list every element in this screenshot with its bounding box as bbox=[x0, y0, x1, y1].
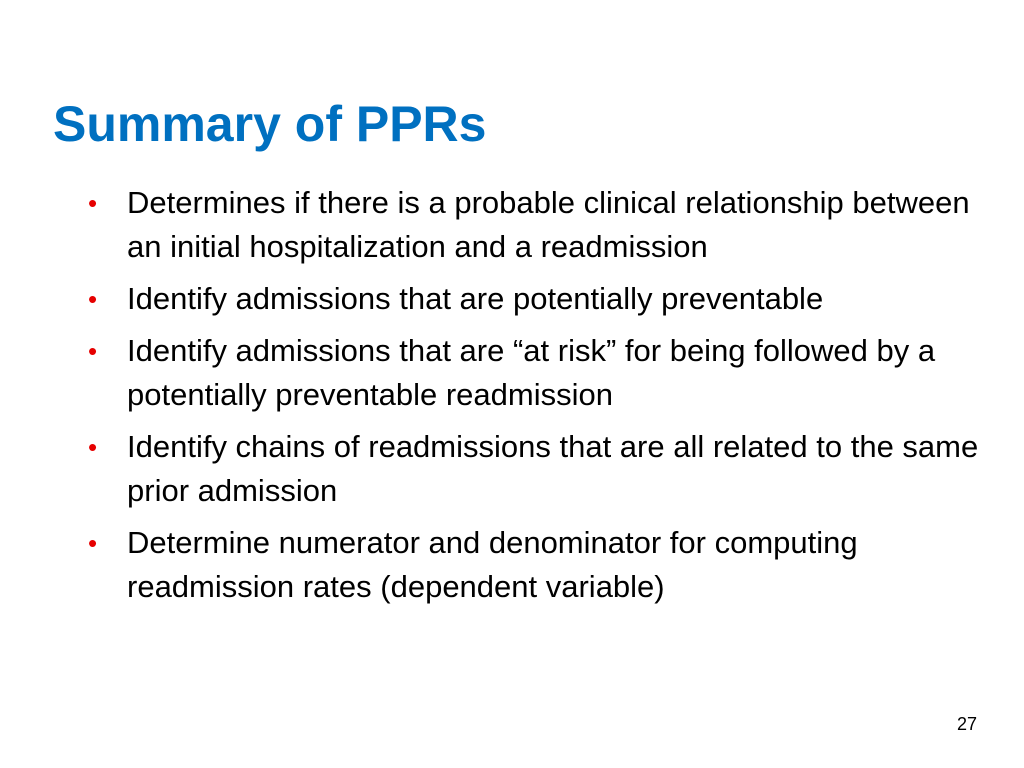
bullet-marker: • bbox=[88, 188, 98, 218]
bullet-list bbox=[88, 181, 988, 617]
bullet-item bbox=[88, 181, 988, 269]
bullet-item bbox=[88, 521, 988, 609]
page-number: 27 bbox=[956, 714, 977, 734]
bullet-item bbox=[88, 425, 988, 513]
bullet-item bbox=[88, 277, 988, 321]
bullet-text: Identify admissions that are “at risk” for being followed by a potentially preventable readmission bbox=[127, 333, 936, 412]
bullet-marker: • bbox=[88, 336, 98, 366]
bullet-marker: • bbox=[88, 284, 98, 314]
bullet-item bbox=[88, 329, 988, 417]
bullet-text: Identify admissions that are potentially preventable bbox=[127, 281, 824, 316]
bullet-text: Determine numerator and denominator for computing readmission rates (dependent variable) bbox=[127, 525, 858, 604]
bullet-marker: • bbox=[88, 528, 98, 558]
bullet-text: Identify chains of readmissions that are all related to the same prior admission bbox=[127, 429, 979, 508]
bullet-marker: • bbox=[88, 432, 98, 462]
bullet-text: Determines if there is a probable clinical relationship between an initial hospitalization and a readmission bbox=[127, 185, 970, 264]
slide-title: Summary of PPRs bbox=[53, 96, 487, 152]
